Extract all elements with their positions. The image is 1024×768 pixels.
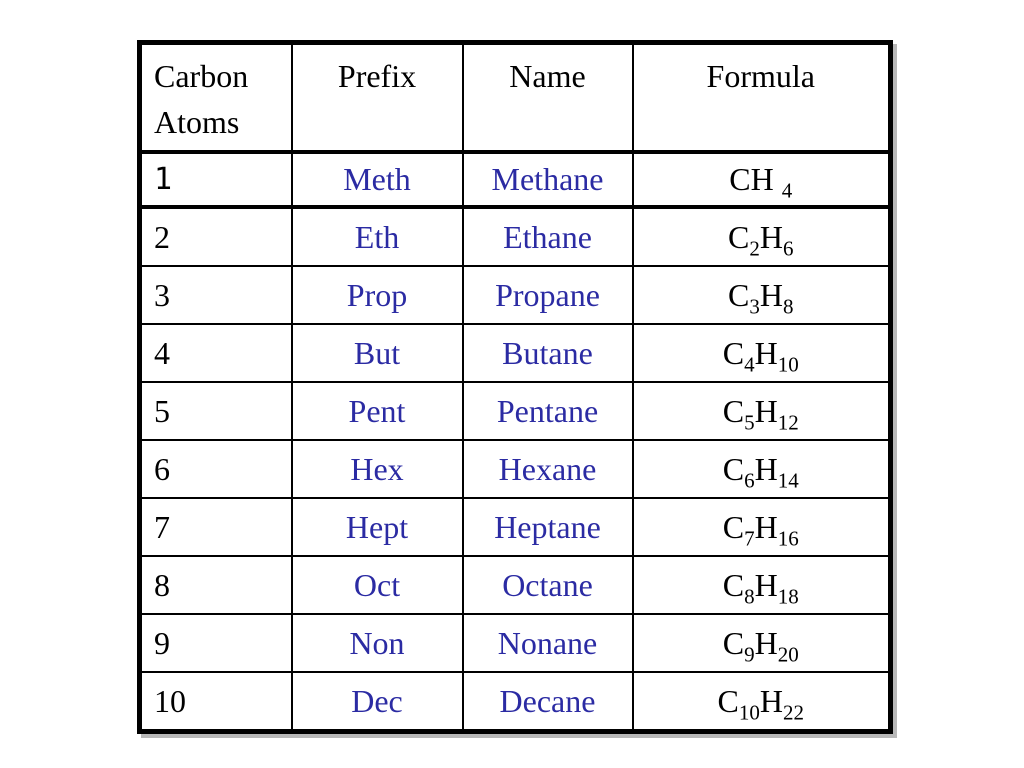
cell-name: Propane xyxy=(463,266,633,324)
alkane-table xyxy=(137,40,893,734)
table-header xyxy=(140,43,891,153)
cell-prefix: Eth xyxy=(292,207,463,266)
cell-name: Heptane xyxy=(463,498,633,556)
table-row xyxy=(140,324,891,382)
header-cell-carbon-atoms: Carbon Atoms xyxy=(140,43,292,153)
table-row xyxy=(140,440,891,498)
cell-prefix: Pent xyxy=(292,382,463,440)
cell-carbon-atoms: 9 xyxy=(140,614,292,672)
cell-carbon-atoms: 3 xyxy=(140,266,292,324)
cell-formula: $C_3H_8$ xyxy=(633,266,891,324)
cell-prefix: Non xyxy=(292,614,463,672)
cell-carbon-atoms: 4 xyxy=(140,324,292,382)
header-row xyxy=(140,43,891,153)
cell-name: Hexane xyxy=(463,440,633,498)
cell-name: Methane xyxy=(463,152,633,207)
cell-name: Decane xyxy=(463,672,633,732)
cell-formula: $C_{10}H_{22}$ xyxy=(633,672,891,732)
header-cell-prefix: Prefix xyxy=(292,43,463,153)
cell-formula: $C_4H_{10}$ xyxy=(633,324,891,382)
cell-carbon-atoms: 6 xyxy=(140,440,292,498)
cell-formula: CH $_4$ xyxy=(633,152,891,207)
cell-formula: $C_7H_{16}$ xyxy=(633,498,891,556)
cell-formula: $C_8H_{18}$ xyxy=(633,556,891,614)
cell-name: Octane xyxy=(463,556,633,614)
cell-carbon-atoms: 5 xyxy=(140,382,292,440)
cell-carbon-atoms: 10 xyxy=(140,672,292,732)
header-cell-formula: Formula xyxy=(633,43,891,153)
cell-carbon-atoms: 8 xyxy=(140,556,292,614)
table-row xyxy=(140,266,891,324)
table-body xyxy=(140,152,891,732)
cell-prefix: But xyxy=(292,324,463,382)
cell-name: Ethane xyxy=(463,207,633,266)
cell-prefix: Dec xyxy=(292,672,463,732)
cell-prefix: Hept xyxy=(292,498,463,556)
table-row xyxy=(140,207,891,266)
cell-prefix: Meth xyxy=(292,152,463,207)
table-row xyxy=(140,556,891,614)
cell-carbon-atoms: 7 xyxy=(140,498,292,556)
table-row xyxy=(140,672,891,732)
cell-formula: $C_2H_6$ xyxy=(633,207,891,266)
table-row xyxy=(140,614,891,672)
table-row xyxy=(140,152,891,207)
cell-prefix: Oct xyxy=(292,556,463,614)
cell-formula: $C_6H_{14}$ xyxy=(633,440,891,498)
table-row xyxy=(140,382,891,440)
cell-name: Butane xyxy=(463,324,633,382)
cell-formula: $C_9H_{20}$ xyxy=(633,614,891,672)
cell-carbon-atoms: 2 xyxy=(140,207,292,266)
cell-prefix: Prop xyxy=(292,266,463,324)
cell-name: Pentane xyxy=(463,382,633,440)
cell-carbon-atoms: 1 xyxy=(140,152,292,207)
cell-formula: $C_5H_{12}$ xyxy=(633,382,891,440)
table-row xyxy=(140,498,891,556)
cell-prefix: Hex xyxy=(292,440,463,498)
cell-name: Nonane xyxy=(463,614,633,672)
header-cell-name: Name xyxy=(463,43,633,153)
